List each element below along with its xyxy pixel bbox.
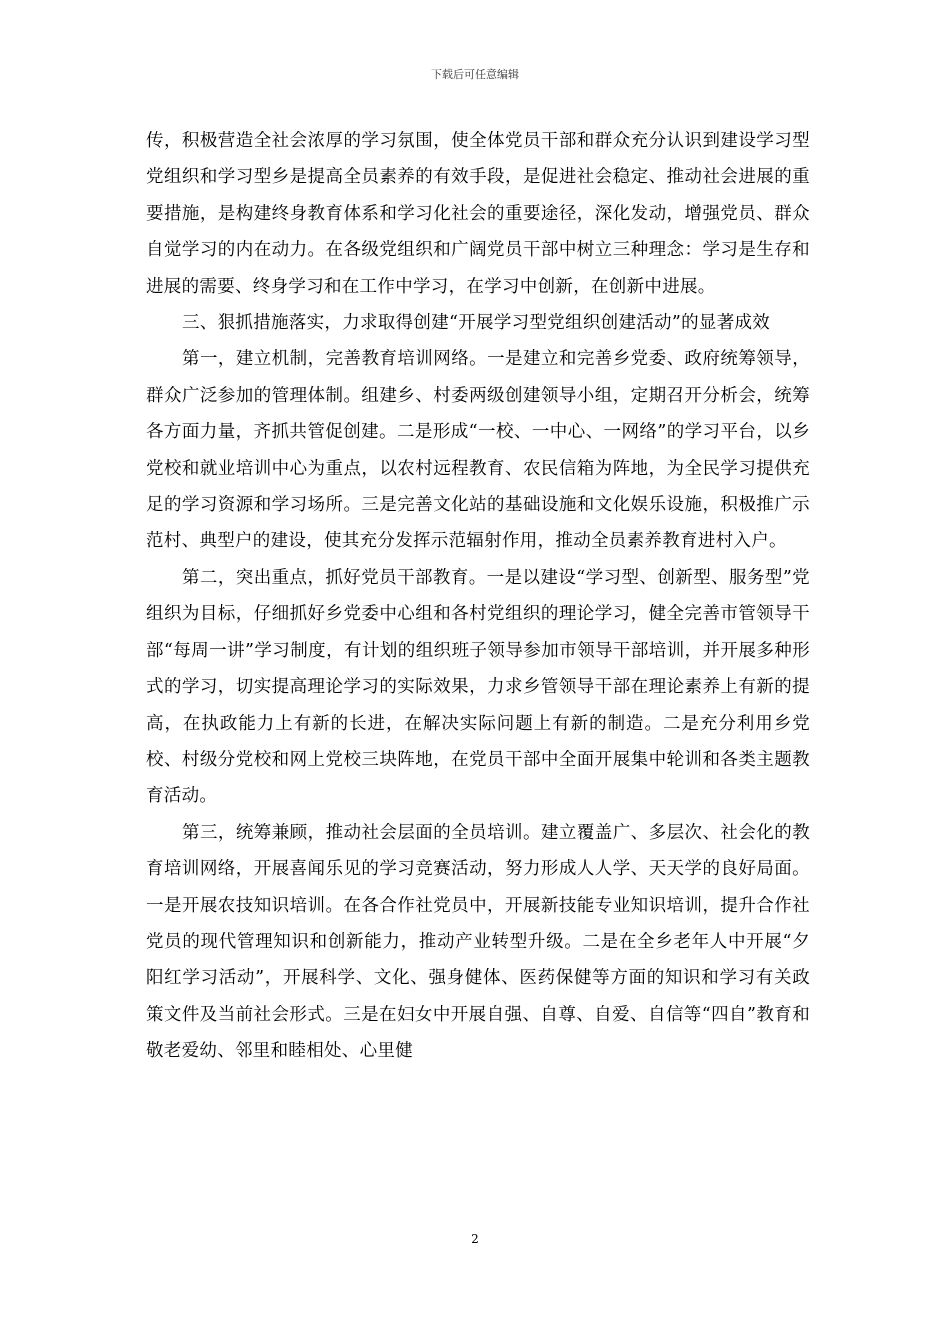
paragraph-first-point: 第一，建立机制，完善教育培训网络。一是建立和完善乡党委、政府统筹领导，群众广泛参加的管理体制。组建乡、村委两级创建领导小组，定期召开分析会，统筹各方面力量，齐抓共管促创建。二是形成“一校、一中心、一网络”的学习平台，以乡党校和就业培训中心为重点，以农村远程教育、农民信箱为阵地，为全民学习提供充足的学习资源和学习场所。三是完善文化站的基础设施和文化娱乐设施，积极推广示范村、典型户的建设，使其充分发挥示范辐射作用，推动全员素养教育进村入户。	[146, 349, 810, 552]
paragraph-section-heading: 三、狠抓措施落实，力求取得创建“开展学习型党组织创建活动”的显著成效	[182, 313, 771, 334]
page-header: 下载后可任意编辑	[431, 68, 519, 81]
paragraph-continuation: 传，积极营造全社会浓厚的学习氛围，使全体党员干部和群众充分认识到建设学习型党组织和学习型乡是提高全员素养的有效手段，是促进社会稳定、推动社会进展的重要措施，是构建终身教育体系和学习化社会的重要途径，深化发动，增强党员、群众自觉学习的内在动力。在各级党组织和广阔党员干部中树立三种理念：学习是生存和进展的需要、终身学习和在工作中学习，在学习中创新，在创新中进展。	[146, 131, 810, 297]
paragraph-third-point: 第三，统筹兼顾，推动社会层面的全员培训。建立覆盖广、多层次、社会化的教育培训网络，开展喜闻乐见的学习竞赛活动，努力形成人人学、天天学的良好局面。一是开展农技知识培训。在各合作社党员中，开展新技能专业知识培训，提升合作社党员的现代管理知识和创新能力，推动产业转型升级。二是在全乡老年人中开展“夕阳红学习活动”，开展科学、文化、强身健体、医药保健等方面的知识和学习有关政策文件及当前社会形式。三是在妇女中开展自强、自尊、自爱、自信等“四自”教育和敬老爱幼、邻里和睦相处、心里健	[146, 822, 810, 1062]
page-number: 2	[471, 1232, 479, 1246]
paragraph-second-point: 第二，突出重点，抓好党员干部教育。一是以建设“学习型、创新型、服务型”党组织为目标，仔细抓好乡党委中心组和各村党组织的理论学习，健全完善市管领导干部“每周一讲”学习制度，有计划的组织班子领导参加市领导干部培训，并开展多种形式的学习，切实提高理论学习的实际效果，力求乡管领导干部在理论素养上有新的提高，在执政能力上有新的长进，在解决实际问题上有新的制造。二是充分利用乡党校、村级分党校和网上党校三块阵地，在党员干部中全面开展集中轮训和各类主题教育活动。	[146, 567, 810, 807]
document-body	[146, 123, 810, 1070]
